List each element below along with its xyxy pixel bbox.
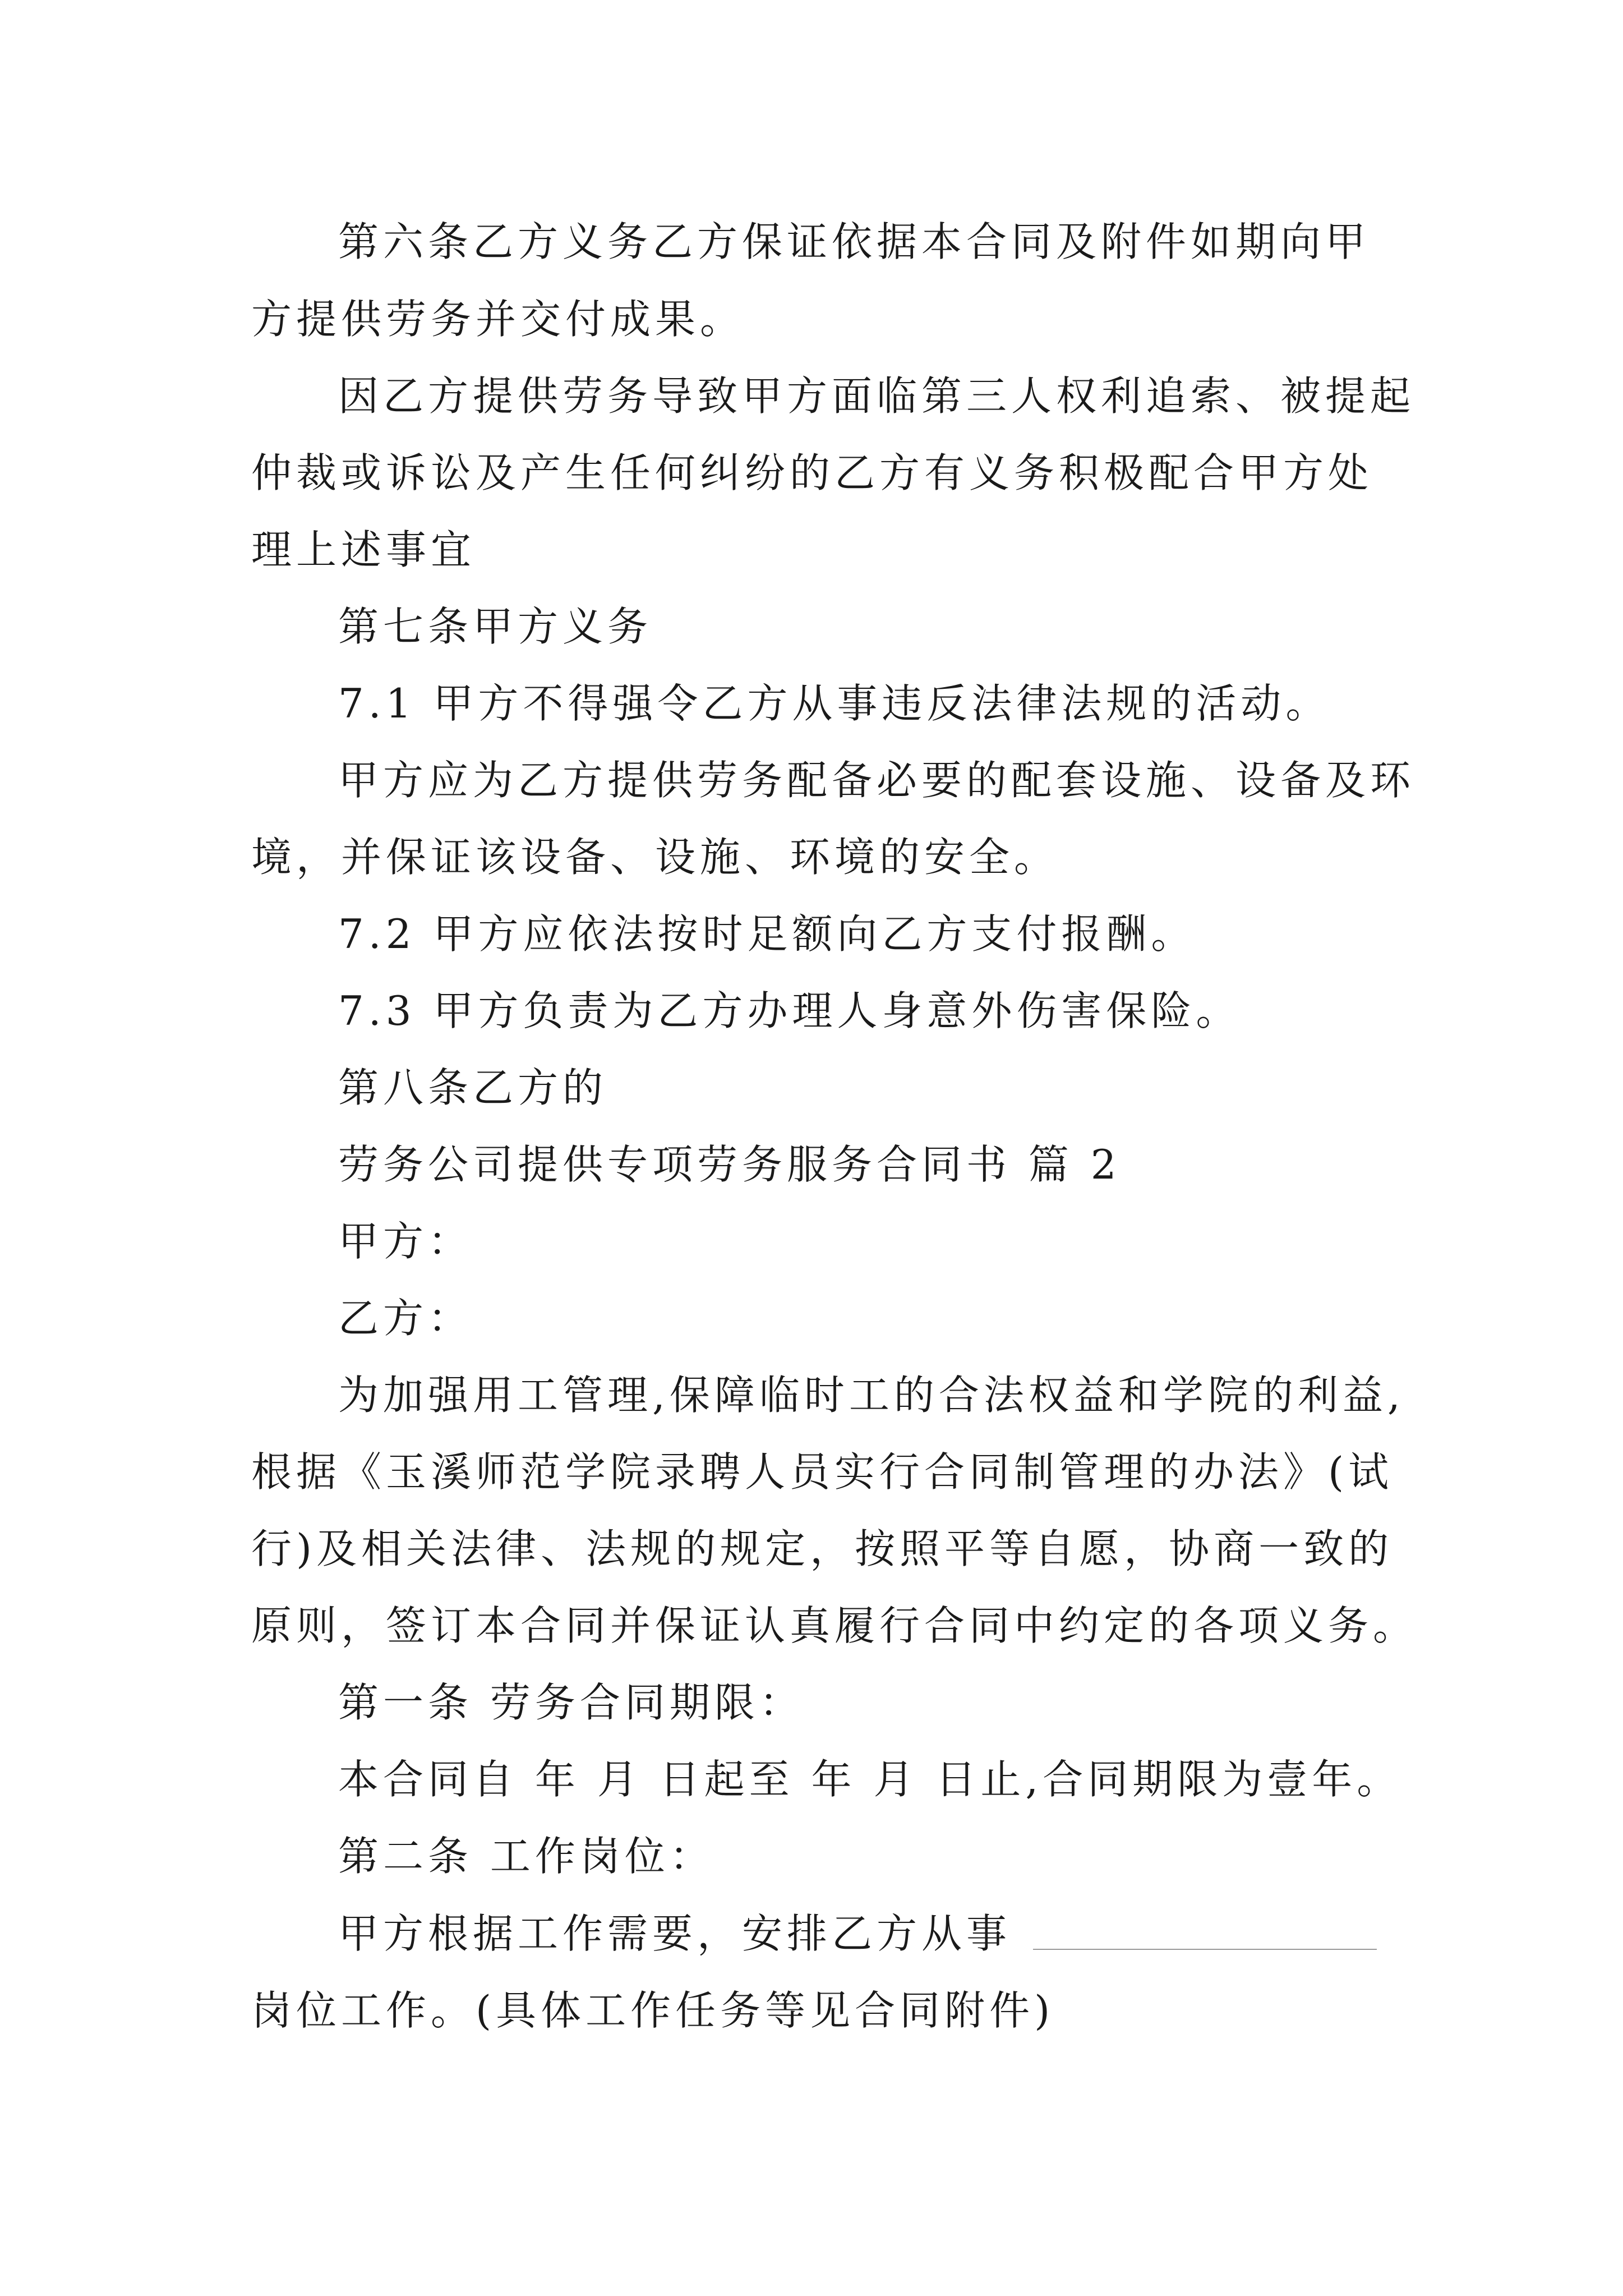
article-heading: 第一条 劳务合同期限： — [338, 1679, 804, 1726]
paragraph-line: 因乙方提供劳务导致甲方面临第三人权利追索、被提起 — [338, 372, 1415, 420]
paragraph-line: 根据《玉溪师范学院录聘人员实行合同制管理的办法》(试 — [251, 1448, 1394, 1496]
contract-term-line: 本合同自 年 月 日起至 年 月 日止,合同期限为壹年。 — [338, 1756, 1402, 1803]
article-heading: 第八条乙方的 — [338, 1064, 608, 1111]
article-heading: 第二条 工作岗位： — [338, 1833, 714, 1880]
paragraph-line: 理上述事宜 — [251, 526, 476, 573]
paragraph-line: 方提供劳务并交付成果。 — [251, 296, 745, 343]
paragraph-line: 行)及相关法律、法规的规定，按照平等自愿，协商一致的 — [251, 1525, 1394, 1572]
paragraph-line: 第六条乙方义务乙方保证依据本合同及附件如期向甲 — [338, 218, 1371, 265]
clause-line: 7.2 甲方应依法按时足额向乙方支付报酬。 — [338, 910, 1196, 958]
party-b-label: 乙方： — [338, 1295, 473, 1342]
paragraph-line: 甲方应为乙方提供劳务配备必要的配套设施、设备及环 — [338, 757, 1415, 804]
section-title: 劳务公司提供专项劳务服务合同书 篇 2 — [338, 1141, 1121, 1188]
paragraph-line: 仲裁或诉讼及产生任何纠纷的乙方有义务积极配合甲方处 — [251, 449, 1373, 496]
clause-line: 7.3 甲方负责为乙方办理人身意外伤害保险。 — [338, 987, 1241, 1034]
paragraph-line: 为加强用工管理,保障临时工的合法权益和学院的利益, — [338, 1372, 1405, 1419]
article-heading: 第七条甲方义务 — [338, 603, 653, 650]
paragraph-line: 原则，签订本合同并保证认真履行合同中约定的各项义务。 — [251, 1602, 1418, 1649]
fill-in-blank-line — [1033, 1949, 1377, 1950]
paragraph-line: 境，并保证该设备、设施、环境的安全。 — [251, 834, 1059, 881]
party-a-label: 甲方： — [338, 1218, 473, 1265]
paragraph-line: 甲方根据工作需要，安排乙方从事 — [338, 1910, 1012, 1957]
paragraph-line: 岗位工作。(具体工作任务等见合同附件) — [251, 1987, 1055, 2034]
clause-line: 7.1 甲方不得强令乙方从事违反法律法规的活动。 — [338, 680, 1331, 727]
